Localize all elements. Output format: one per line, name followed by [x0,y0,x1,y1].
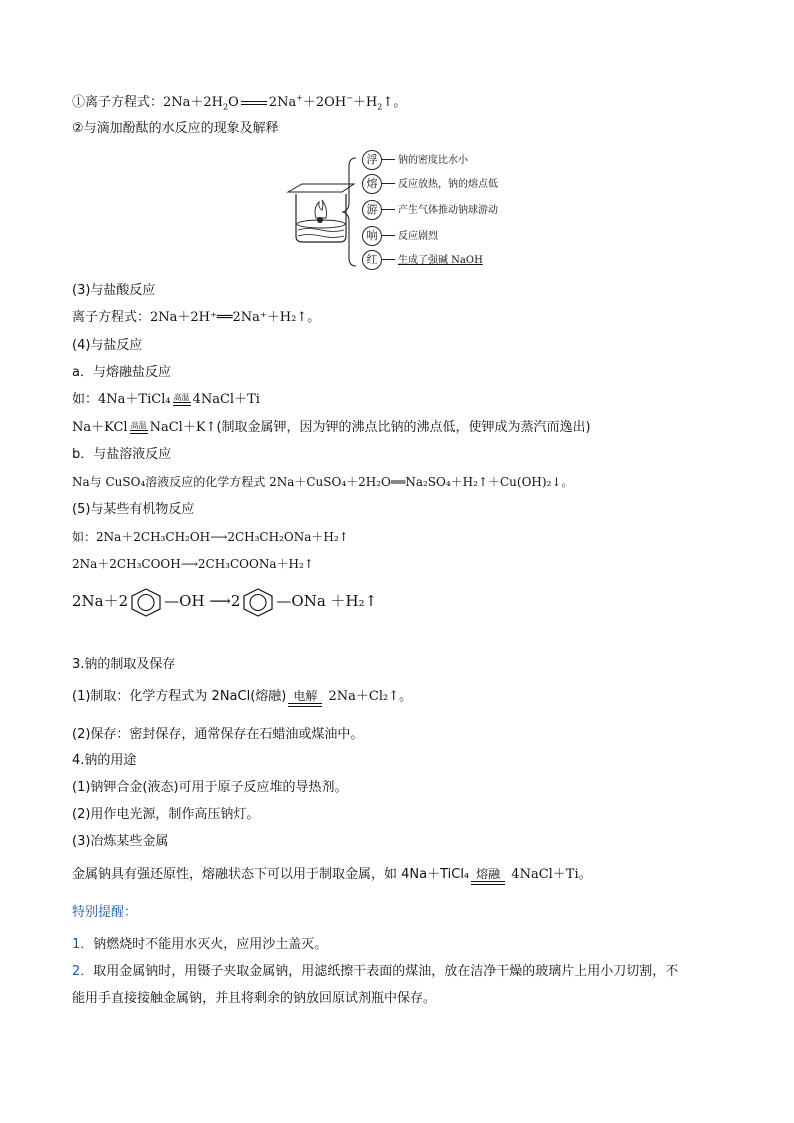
electrolysis-equation: (1)制取：化学方程式为 2NaCl(熔融) 电解 2Na＋Cl₂↑。 [72,684,412,710]
acetic-acid-equation: 2Na＋2CH₃COOH⟶2CH₃COONa＋H₂↑ [72,557,314,571]
tip-item-2-cont: 能用手直接接触金属钠，并且将剩余的钠放回原试剂瓶中保存。 [72,991,437,1006]
section-organic-title: (5)与某些有机物反应 [72,502,195,517]
use-item-3: (3)冶炼某些金属 [72,834,169,849]
ionic-eq-label: ①离子方程式： [72,95,164,110]
phenomenon-float: 浮 钠的密度比水小 [362,150,526,170]
tips-title: 特别提醒： [72,905,138,920]
tip-item-1: 1．钠燃烧时不能用水灭火，应用沙土盖灭。 [72,937,328,952]
storage-text: (2)保存：密封保存，通常保存在石蜡油或煤油中。 [72,727,364,742]
section-hcl-equation: 离子方程式：2Na＋2H⁺══2Na⁺＋H₂↑。 [72,310,321,325]
circled-char: 游 [362,200,382,220]
section-molten-salt-title: a．与熔融盐反应 [72,365,171,380]
circled-char: 浮 [362,150,382,170]
ionic-equation-line: ①离子方程式：$2Na+2H_2O$ $2Na^++2OH^-+H_2↑$。 [72,93,407,112]
benzene-ring-icon [128,587,164,617]
ethanol-equation: 如：2Na＋2CH₃CH₂OH⟶2CH₃CH₂ONa＋H₂↑ [72,530,349,544]
phenolphthalein-title: ②与滴加酚酞的水反应的现象及解释 [72,121,279,136]
section-uses-title: 4.钠的用途 [72,753,137,768]
phenomena-figure [286,148,526,272]
use-item-2: (2)用作电光源，制作高压钠灯。 [72,807,260,822]
molten-ticl4-equation: 如：4Na＋TiCl₄ 高温 4NaCl＋Ti [72,392,260,407]
circled-char: 红 [362,250,382,270]
phenomenon-swim: 游 产生气体推动钠球游动 [362,200,526,220]
smelting-equation: 金属钠具有强还原性，熔融状态下可以用于制取金属，如 4Na＋TiCl₄ 熔融 4NaCl＋Ti。 [72,862,592,888]
phenol-equation: 2Na＋2 —OH ⟶2 —ONa ＋H₂↑ [72,584,377,618]
phenomenon-sound: 响 反应剧烈 [362,226,526,246]
cuso4-equation: Na与 CuSO₄溶液反应的化学方程式 2Na＋CuSO₄＋2H₂O══Na₂SO₄＋H₂↑＋Cu(OH)₂↓。 [72,475,574,489]
section-prep-title: 3.钠的制取及保存 [72,657,176,672]
circled-char: 熔 [362,174,382,194]
section-salt-title: (4)与盐反应 [72,338,143,353]
phenomenon-melt: 熔 反应放热，钠的熔点低 [362,174,526,194]
phenomenon-red: 红 生成了强碱 NaOH [362,250,526,270]
use-item-1: (1)钠钾合金(液态)可用于原子反应堆的导热剂。 [72,780,348,795]
section-salt-solution-title: b．与盐溶液反应 [72,447,172,462]
circled-char: 响 [362,226,382,246]
molten-kcl-equation: Na＋KCl 高温 NaCl＋K↑(制取金属钾，因为钾的沸点比钠的沸点低，使钾成为蒸汽而逸出) [72,420,591,435]
benzene-ring-icon [240,587,276,617]
tip-item-2: 2．取用金属钠时，用镊子夹取金属钠，用滤纸擦干表面的煤油，放在洁净干燥的玻璃片上用小刀切割，不 [72,964,679,979]
section-hcl-title: (3)与盐酸反应 [72,283,156,298]
